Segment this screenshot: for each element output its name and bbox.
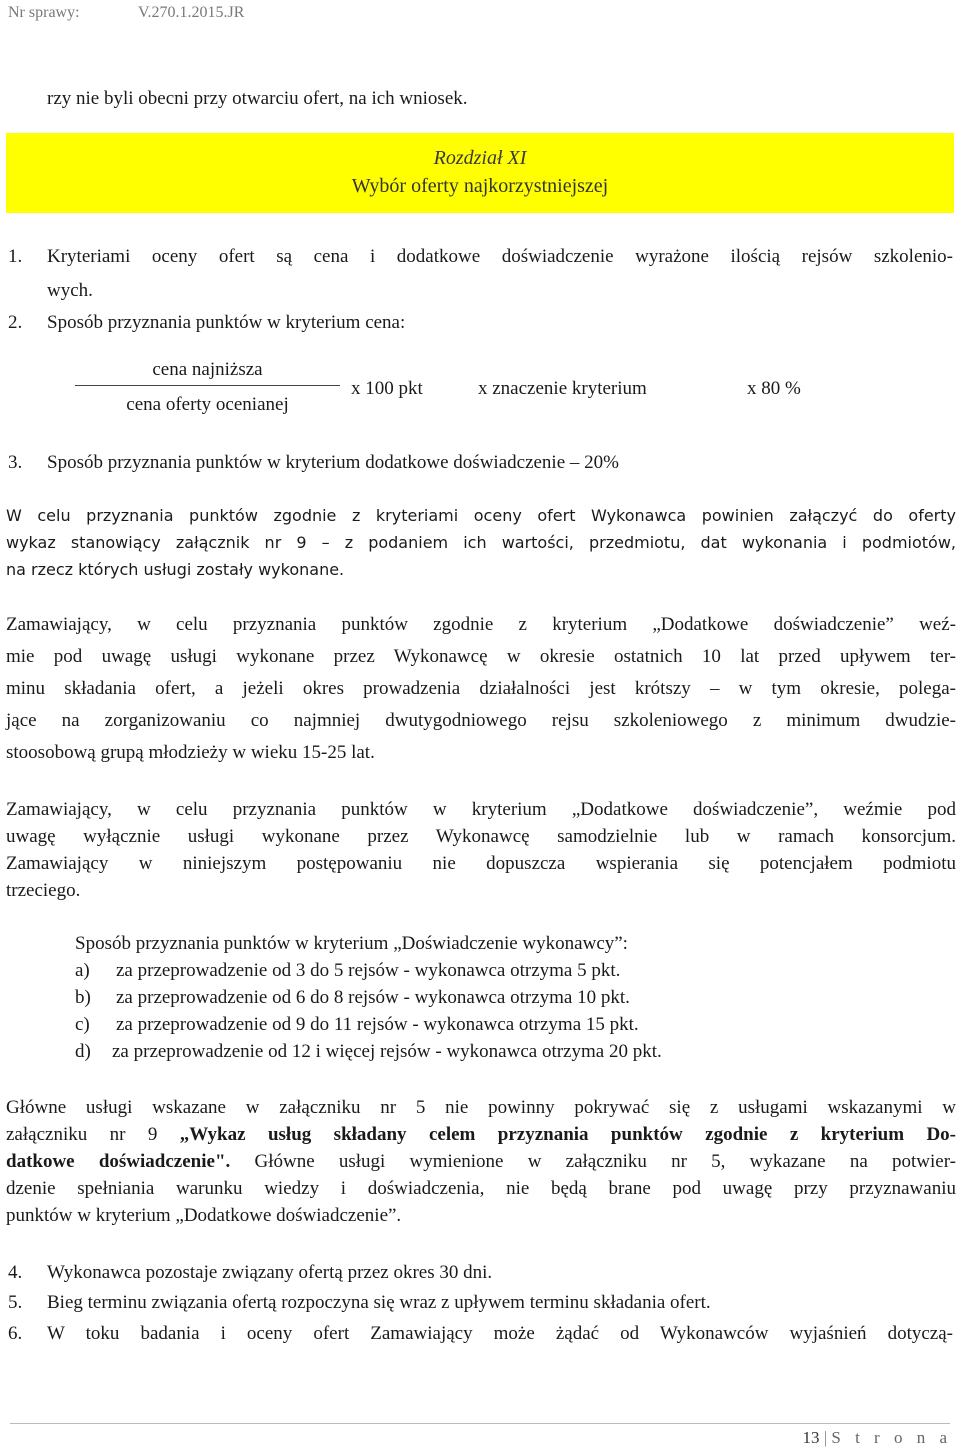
document-header (8, 4, 245, 22)
formula-weight-label: x znaczenie kryterium (478, 378, 647, 399)
intro-line: rzy nie byli obecni przy otwarciu ofert, na ich wniosek. (47, 88, 468, 109)
page-footer (802, 1428, 952, 1448)
para4-line2-plain: załączniku nr 9 (6, 1124, 180, 1145)
para1-line2: wykaz stanowiący załącznik nr 9 – z podaniem ich wartości, przedmiotu, dat wykonania i podmiotów, (6, 533, 956, 552)
scoring-item-d-letter: d) (75, 1041, 91, 1062)
item-1-line1: Kryteriami oceny ofert są cena i dodatkowe doświadczenie wyrażone ilością rejsów szkolenio- (47, 246, 953, 267)
section-title: Wybór oferty najkorzystniejszej (351, 175, 609, 197)
footer-rule (10, 1423, 950, 1424)
footer-page-label: S t r o n a (831, 1428, 952, 1447)
para2-line1: Zamawiający, w celu przyznania punktów zgodnie z kryterium „Dodatkowe doświadczenie” weź- (6, 614, 956, 635)
scoring-item-a-text: za przeprowadzenie od 3 do 5 rejsów - wykonawca otrzyma 5 pkt. (116, 960, 621, 981)
item-2-number: 2. (8, 312, 23, 333)
scoring-item-b-text: za przeprowadzenie od 6 do 8 rejsów - wykonawca otrzyma 10 pkt. (116, 987, 630, 1008)
para4-line1: Główne usługi wskazane w załączniku nr 5 nie powinny pokrywać się z usługami wskazanymi w (6, 1097, 956, 1118)
case-label: Nr sprawy: (8, 4, 80, 21)
item-3-number: 3. (8, 452, 23, 473)
item-5-number: 5. (8, 1292, 23, 1313)
item-1-number: 1. (8, 246, 23, 267)
para3-line2: uwagę wyłącznie usługi wykonane przez Wykonawcę samodzielnie lub w ramach konsorcjum. (6, 826, 956, 847)
item-4-text: Wykonawca pozostaje związany ofertą przez okres 30 dni. (47, 1262, 493, 1283)
para2-line2: mie pod uwagę usługi wykonane przez Wykonawcę w okresie ostatnich 10 lat przed upływem ter- (6, 646, 956, 667)
para4-line5: punktów w kryterium „Dodatkowe doświadczenie”. (6, 1205, 402, 1226)
scoring-heading: Sposób przyznania punktów w kryterium „Doświadczenie wykonawcy”: (75, 933, 628, 954)
formula-multiplier: x 100 pkt (351, 378, 423, 399)
scoring-item-c-text: za przeprowadzenie od 9 do 11 rejsów - wykonawca otrzyma 15 pkt. (116, 1014, 639, 1035)
item-6-text: W toku badania i oceny ofert Zamawiający może żądać od Wykonawców wyjaśnień dotyczą- (47, 1323, 953, 1344)
para4-line3 (6, 1151, 956, 1173)
attachment-title-part1: „Wykaz usług składany celem przyznania punktów zgodnie z kryterium Do- (179, 1124, 956, 1145)
formula-numerator: cena najniższa (152, 359, 263, 380)
item-2-text: Sposób przyznania punktów w kryterium cena: (47, 312, 406, 333)
para1-line3: na rzecz których usługi zostały wykonane. (6, 560, 345, 579)
attachment-title-part2: datkowe doświadczenie". (6, 1151, 231, 1172)
fraction-bar (75, 385, 340, 386)
formula-denominator: cena oferty ocenianej (126, 394, 289, 415)
para2-line4: jące na zorganizowaniu co najmniej dwutygodniowego rejsu szkoleniowego z minimum dwudzie- (6, 710, 956, 731)
scoring-item-d-text: za przeprowadzenie od 12 i więcej rejsów - wykonawca otrzyma 20 pkt. (112, 1041, 662, 1062)
para3-line4: trzeciego. (6, 880, 81, 901)
case-number: V.270.1.2015.JR (138, 4, 245, 21)
scoring-item-c-letter: c) (75, 1014, 90, 1035)
para2-line3: minu składania ofert, a jeżeli okres prowadzenia działalności jest krótszy – w tym okresie, polega- (6, 678, 956, 699)
para4-line3-plain: Główne usługi wymienione w załączniku nr 5, wykazane na potwier- (230, 1151, 956, 1172)
item-6-number: 6. (8, 1323, 23, 1344)
page-number: 13 (802, 1428, 820, 1447)
para1-line1: W celu przyznania punktów zgodnie z kryteriami oceny ofert Wykonawca powinien załączyć do oferty (6, 506, 956, 525)
scoring-item-b-letter: b) (75, 987, 91, 1008)
para4-line2 (6, 1124, 956, 1146)
item-3-text: Sposób przyznania punktów w kryterium dodatkowe doświadczenie – 20% (47, 452, 619, 473)
item-4-number: 4. (8, 1262, 23, 1283)
item-1-line2: wych. (47, 280, 93, 301)
formula-weight: x 80 % (747, 378, 801, 399)
footer-separator: | (823, 1428, 828, 1447)
para4-line4: dzenie spełniania warunku wiedzy i doświadczenia, nie będą brane pod uwagę przy przyznawaniu (6, 1178, 956, 1199)
para3-line1: Zamawiający, w celu przyznania punktów w kryterium „Dodatkowe doświadczenie”, weźmie pod (6, 799, 956, 820)
item-5-text: Bieg terminu związania ofertą rozpoczyna się wraz z upływem terminu składania ofert. (47, 1292, 711, 1313)
para2-line5: stoosobową grupą młodzieży w wieku 15-25 lat. (6, 742, 375, 763)
para3-line3: Zamawiający w niniejszym postępowaniu nie dopuszcza wspierania się potencjałem podmiotu (6, 853, 956, 874)
chapter-title: Rozdział XI (433, 147, 527, 169)
scoring-item-a-letter: a) (75, 960, 90, 981)
section-heading-box (6, 133, 954, 213)
